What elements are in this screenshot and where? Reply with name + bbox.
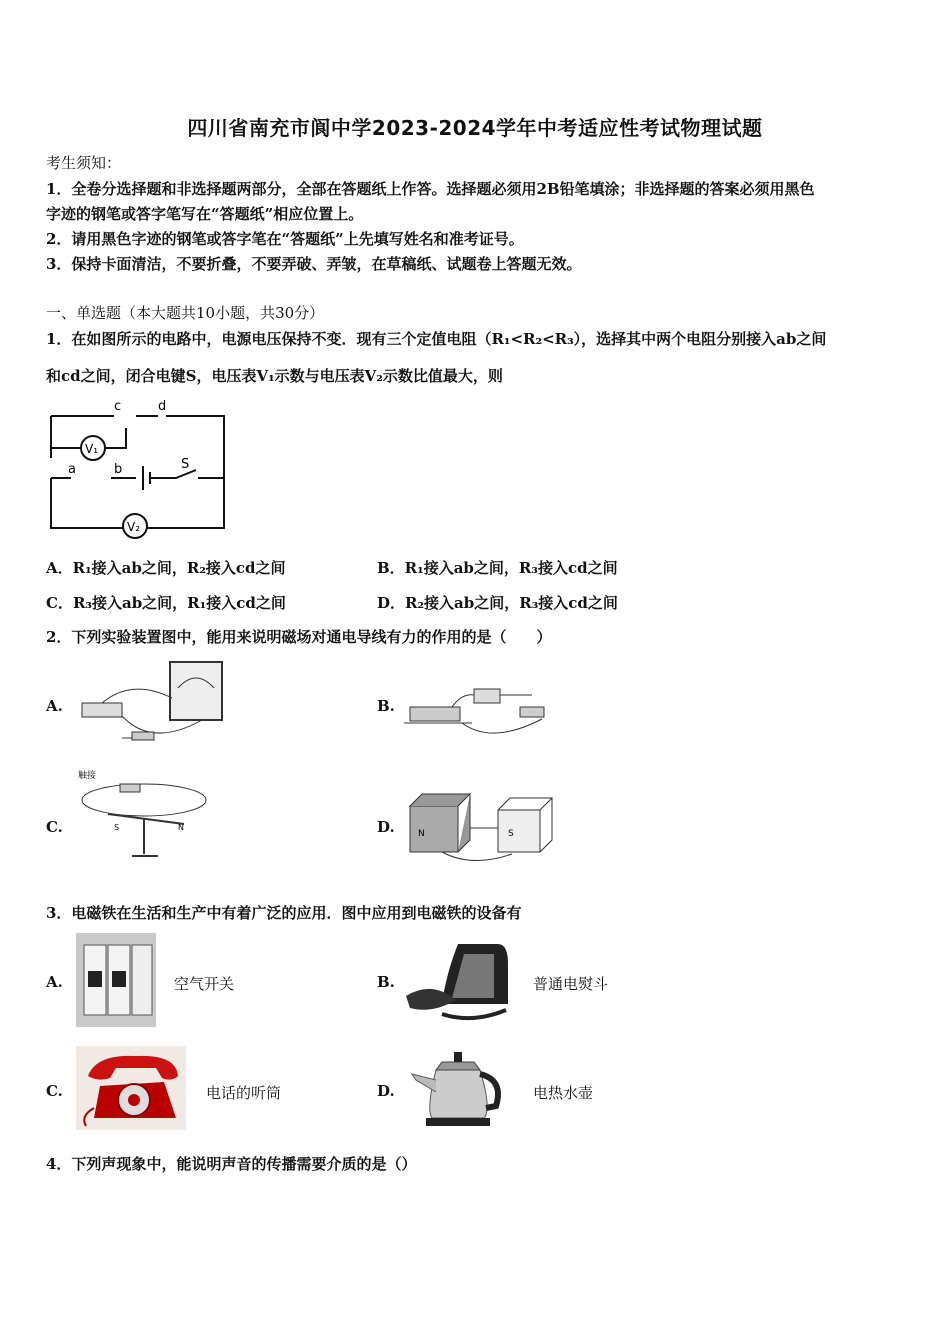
q3-label-b: B. (377, 973, 395, 991)
q3-label-d: D. (377, 1082, 395, 1100)
notice-heading: 考生须知： (46, 154, 122, 172)
q3-figure-telephone (76, 1046, 186, 1130)
q3-item-b: 普通电熨斗 (533, 975, 609, 993)
q3-figure-circuit-breaker (76, 933, 156, 1027)
q3-item-d: 电热水壶 (533, 1084, 594, 1102)
q2-label-a: A. (46, 697, 63, 715)
q3-label-c: C. (46, 1082, 63, 1100)
page-title: 四川省南充市阆中学2023-2024学年中考适应性考试物理试题 (187, 116, 763, 140)
q1-option-a: A．R₁接入ab之间，R₂接入cd之间 (46, 559, 286, 577)
notice-line-3: 3．保持卡面清洁，不要折叠，不要弄破、弄皱，在草稿纸、试题卷上答题无效。 (46, 255, 582, 273)
q3-label-a: A. (46, 973, 63, 991)
v1-label: V₁ (85, 442, 99, 456)
q2-label-b: B. (377, 697, 395, 715)
node-b: b (114, 462, 123, 477)
q1-option-b: B．R₁接入ab之间，R₃接入cd之间 (377, 559, 618, 577)
v2-label: V₂ (127, 520, 141, 534)
q2-figure-c-label: 触接 (78, 771, 97, 781)
q3-figure-iron (402, 934, 514, 1026)
q3-item-a: 空气开关 (174, 975, 235, 993)
notice-line-1b: 字迹的钢笔或答字笔写在“答题纸”相应位置上。 (46, 205, 364, 223)
q4-stem: 4．下列声现象中，能说明声音的传播需要介质的是（） (46, 1155, 417, 1173)
notice-line-1: 1．全卷分选择题和非选择题两部分，全部在答题纸上作答。选择题必须用2B铅笔填涂；非选择题的答案必须用黑色 (46, 180, 815, 198)
switch-s-label: S (181, 457, 190, 472)
q2-figure-c (72, 766, 212, 864)
q1-option-c: C．R₃接入ab之间，R₁接入cd之间 (46, 594, 286, 612)
q2-stem: 2．下列实验装置图中，能用来说明磁场对通电导线有力的作用的是（ ） (46, 628, 552, 646)
svg-text:N: N (418, 829, 425, 839)
node-d: d (158, 399, 167, 414)
svg-text:S: S (114, 823, 120, 832)
q3-stem: 3．电磁铁在生活和生产中有着广泛的应用．图中应用到电磁铁的设备有 (46, 904, 522, 922)
q1-option-d: D．R₂接入ab之间，R₃接入cd之间 (377, 594, 618, 612)
notice-line-2: 2．请用黑色字迹的钢笔或答字笔在“答题纸”上先填写姓名和准考证号。 (46, 230, 524, 248)
section-heading: 一、单选题（本大题共10小题，共30分） (46, 304, 325, 322)
q1-stem-line2: 和cd之间，闭合电键S，电压表V₁示数与电压表V₂示数比值最大，则 (46, 367, 503, 385)
q3-item-c: 电话的听筒 (206, 1084, 282, 1102)
q1-stem-line1: 1．在如图所示的电路中，电源电压保持不变．现有三个定值电阻（R₁<R₂<R₃），选择其中两个电阻分别接入ab之间 (46, 330, 827, 348)
q2-figure-d (402, 788, 557, 866)
q2-label-c: C. (46, 818, 63, 836)
q1-circuit-diagram (46, 398, 231, 543)
node-a: a (68, 462, 76, 477)
svg-text:N: N (178, 823, 184, 832)
svg-text:S: S (508, 829, 514, 839)
q3-figure-kettle (406, 1040, 506, 1130)
q2-figure-a (72, 658, 227, 746)
q2-figure-b (402, 683, 557, 747)
node-c: c (114, 399, 122, 414)
q2-label-d: D. (377, 818, 395, 836)
